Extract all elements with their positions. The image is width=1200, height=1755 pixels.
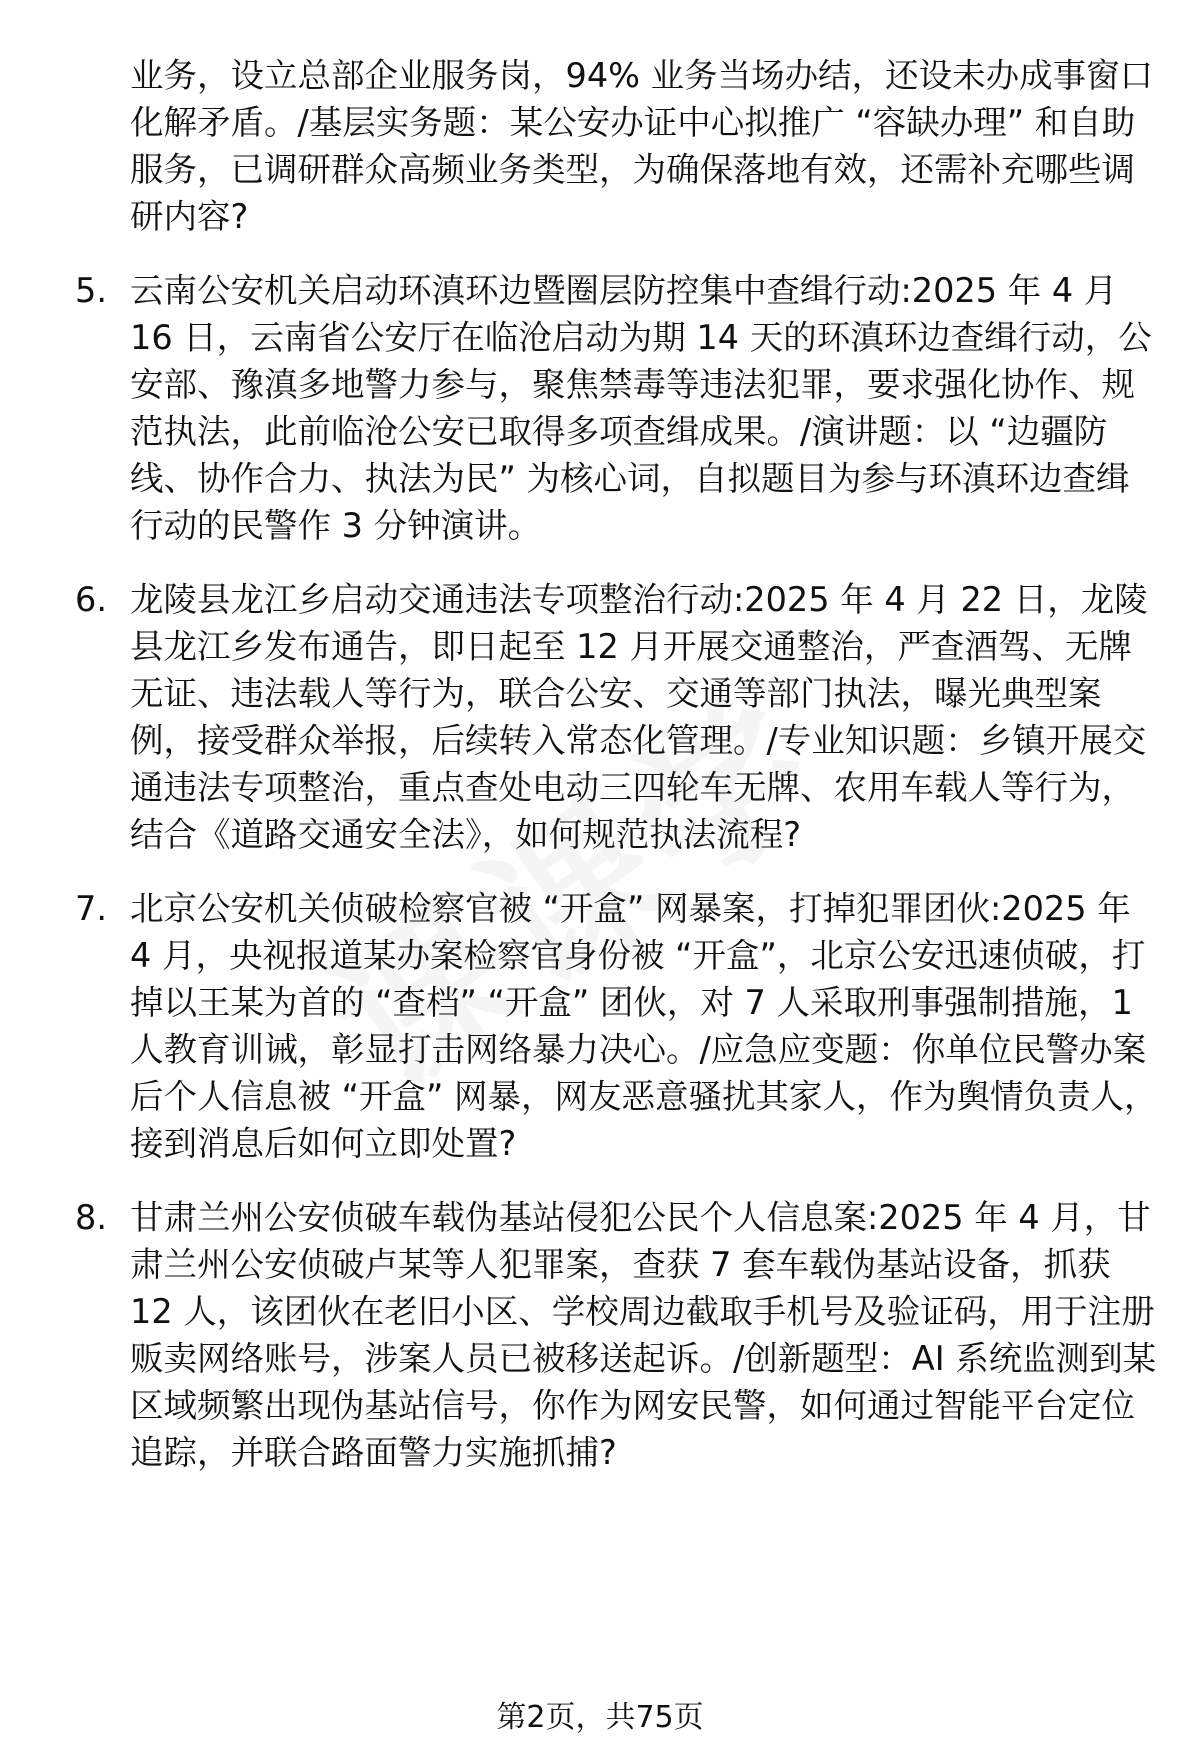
list-item-5	[75, 267, 1160, 549]
list-item-text: 云南公安机关启动环滇环边暨圈层防控集中查缉行动:2025 年 4 月 16 日，云南省公安厅在临沧启动为期 14 天的环滇环边查缉行动，公安部、豫滇多地警力参与，聚焦禁毒等违法犯罪，要求强化协作、规范执法，此前临沧公安已取得多项查缉成果。/演讲题：以 “边疆防线、协作合力、执法为民” 为核心词，自拟题目为参与环滇环边查缉行动的民警作 3 分钟演讲。	[130, 271, 1152, 545]
intro-continuation: 业务，设立总部企业服务岗，94% 业务当场办结，还设未办成事窗口化解矛盾。/基层实务题：某公安办证中心拟推广 “容缺办理” 和自助服务，已调研群众高频业务类型，为确保落地有效，还需补充哪些调研内容?	[130, 56, 1154, 236]
list-item-7	[75, 885, 1160, 1167]
list-item-number: 7.	[75, 889, 107, 928]
list-item-text: 北京公安机关侦破检察官被 “开盒” 网暴案，打掉犯罪团伙:2025 年 4 月，央视报道某办案检察官身份被 “开盒”，北京公安迅速侦破，打掉以王某为首的 “查档” “开盒” 团伙，对 7 人采取刑事强制措施，1 人教育训诫，彰显打击网络暴力决心。/应急应变题：你单位民警办案后个人信息被 “开盒” 网暴，网友恶意骚扰其家人，作为舆情负责人，接到消息后如何立即处置?	[130, 889, 1158, 1163]
list-item-6	[75, 576, 1160, 858]
document-body	[75, 52, 1160, 1476]
list-item-number: 8.	[75, 1198, 107, 1237]
list-item-text: 甘肃兰州公安侦破车载伪基站侵犯公民个人信息案:2025 年 4 月，甘肃兰州公安侦破卢某等人犯罪案，查获 7 套车载伪基站设备，抓获 12 人，该团伙在老旧小区、学校周边截取手机号及验证码，用于注册贩卖网络账号，涉案人员已被移送起诉。/创新题型：AI 系统监测到某区域频繁出现伪基站信号，你作为网安民警，如何通过智能平台定位追踪，并联合路面警力实施抓捕?	[130, 1198, 1157, 1472]
list-item-8	[75, 1194, 1160, 1476]
list-item-number: 6.	[75, 580, 107, 619]
list-item-text: 龙陵县龙江乡启动交通违法专项整治行动:2025 年 4 月 22 日，龙陵县龙江乡发布通告，即日起至 12 月开展交通整治，严查酒驾、无牌无证、违法载人等行为，联合公安、交通等部门执法，曝光典型案例，接受群众举报，后续转入常态化管理。/专业知识题：乡镇开展交通违法专项整治，重点查处电动三四轮车无牌、农用车载人等行为，结合《道路交通安全法》，如何规范执法流程?	[130, 580, 1148, 854]
page-number-footer: 第2页，共75页	[496, 1700, 704, 1735]
list-item-number: 5.	[75, 271, 107, 310]
